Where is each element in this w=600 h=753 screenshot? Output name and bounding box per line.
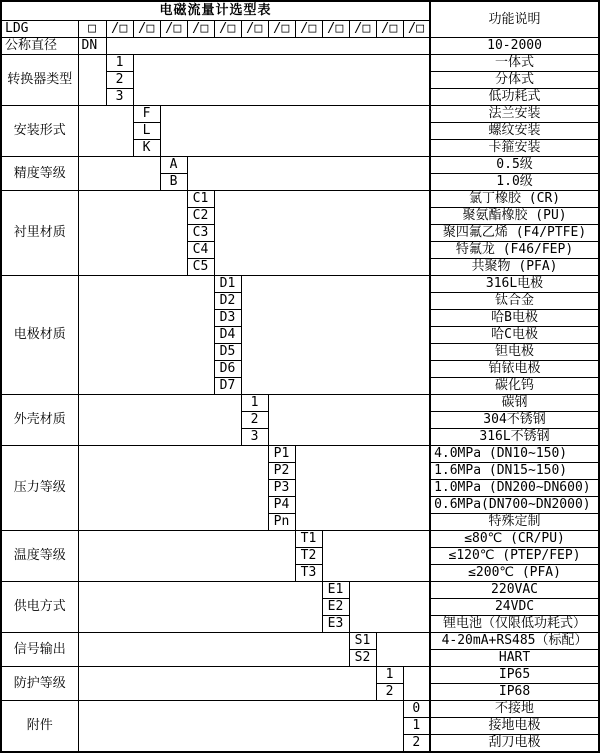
spacer-cell bbox=[268, 395, 430, 446]
option-code-cell: C5 bbox=[187, 259, 214, 276]
code-slot-cell: /□ bbox=[322, 21, 349, 38]
option-desc-cell: 特氟龙 (F46/FEP) bbox=[430, 242, 599, 259]
option-code-cell: K bbox=[133, 140, 160, 157]
category-label-cell: 温度等级 bbox=[1, 531, 78, 582]
option-code-cell: 2 bbox=[241, 412, 268, 429]
option-desc-cell: 316L电极 bbox=[430, 276, 599, 293]
option-code-cell: 1 bbox=[241, 395, 268, 412]
category-label-cell: 压力等级 bbox=[1, 446, 78, 531]
option-desc-cell: ≤80℃ (CR/PU) bbox=[430, 531, 599, 548]
spacer-cell bbox=[106, 38, 430, 55]
option-desc-cell: 316L不锈钢 bbox=[430, 429, 599, 446]
category-label-cell: 信号输出 bbox=[1, 633, 78, 667]
spacer-cell bbox=[78, 395, 241, 446]
option-code-cell: D4 bbox=[214, 327, 241, 344]
option-code-cell: 1 bbox=[376, 667, 403, 684]
option-code-cell: 3 bbox=[106, 89, 133, 106]
option-code-cell: C2 bbox=[187, 208, 214, 225]
option-desc-cell: 碳化钨 bbox=[430, 378, 599, 395]
option-code-cell: D3 bbox=[214, 310, 241, 327]
option-desc-cell: 0.6MPa(DN700~DN2000) bbox=[430, 497, 599, 514]
option-code-cell: B bbox=[160, 174, 187, 191]
spacer-cell bbox=[78, 531, 295, 582]
code-slot-cell: /□ bbox=[403, 21, 430, 38]
spacer-cell bbox=[214, 191, 430, 276]
option-code-cell: Pn bbox=[268, 514, 295, 531]
option-code-cell: P4 bbox=[268, 497, 295, 514]
option-code-cell: P3 bbox=[268, 480, 295, 497]
code-slot-cell: /□ bbox=[187, 21, 214, 38]
category-label-cell: 防护等级 bbox=[1, 667, 78, 701]
option-row bbox=[1, 633, 599, 650]
option-code-cell: A bbox=[160, 157, 187, 174]
option-desc-cell: IP68 bbox=[430, 684, 599, 701]
option-desc-cell: 聚氨酯橡胶 (PU) bbox=[430, 208, 599, 225]
spacer-cell bbox=[78, 106, 133, 157]
option-desc-cell: 共聚物 (PFA) bbox=[430, 259, 599, 276]
option-desc-cell: ≤200℃ (PFA) bbox=[430, 565, 599, 582]
option-desc-cell: 特殊定制 bbox=[430, 514, 599, 531]
spacer-cell bbox=[78, 701, 403, 753]
option-code-cell: 3 bbox=[241, 429, 268, 446]
header-row bbox=[1, 1, 599, 21]
code-slot-cell: /□ bbox=[214, 21, 241, 38]
option-desc-cell: 4.0MPa (DN10~150) bbox=[430, 446, 599, 463]
spacer-cell bbox=[78, 276, 214, 395]
option-desc-cell: 氯丁橡胶 (CR) bbox=[430, 191, 599, 208]
category-label-cell: 供电方式 bbox=[1, 582, 78, 633]
table-title: 电磁流量计选型表 bbox=[1, 1, 430, 21]
option-code-cell: D1 bbox=[214, 276, 241, 293]
option-desc-cell: 1.0MPa (DN200~DN600) bbox=[430, 480, 599, 497]
spacer-cell bbox=[78, 667, 376, 701]
option-code-cell: C4 bbox=[187, 242, 214, 259]
spacer-cell bbox=[78, 55, 106, 106]
code-slot-cell: /□ bbox=[295, 21, 322, 38]
option-code-cell: D2 bbox=[214, 293, 241, 310]
option-desc-cell: HART bbox=[430, 650, 599, 667]
option-code-cell: T1 bbox=[295, 531, 322, 548]
option-row bbox=[1, 701, 599, 718]
category-label-cell: 转换器类型 bbox=[1, 55, 78, 106]
option-row bbox=[1, 38, 599, 55]
spacer-cell bbox=[78, 582, 322, 633]
option-code-cell: C1 bbox=[187, 191, 214, 208]
code-slot-cell: /□ bbox=[241, 21, 268, 38]
option-row bbox=[1, 531, 599, 548]
option-desc-cell: 一体式 bbox=[430, 55, 599, 72]
option-row bbox=[1, 395, 599, 412]
model-prefix-cell: LDG bbox=[1, 21, 78, 38]
option-code-cell: 2 bbox=[106, 72, 133, 89]
option-code-cell: 1 bbox=[106, 55, 133, 72]
option-desc-cell: 钛合金 bbox=[430, 293, 599, 310]
code-slot-cell: /□ bbox=[349, 21, 376, 38]
code-slot-cell: /□ bbox=[160, 21, 187, 38]
spacer-cell bbox=[241, 276, 430, 395]
code-slot-cell: /□ bbox=[106, 21, 133, 38]
spacer-cell bbox=[322, 531, 430, 582]
category-label-cell: 衬里材质 bbox=[1, 191, 78, 276]
spacer-cell bbox=[403, 667, 430, 701]
option-desc-cell: 锂电池（仅限低功耗式） bbox=[430, 616, 599, 633]
option-row bbox=[1, 157, 599, 174]
option-code-cell: S1 bbox=[349, 633, 376, 650]
spacer-cell bbox=[295, 446, 430, 531]
option-desc-cell: 钽电极 bbox=[430, 344, 599, 361]
option-desc-cell: 卡箍安装 bbox=[430, 140, 599, 157]
option-code-cell: P2 bbox=[268, 463, 295, 480]
spacer-cell bbox=[160, 106, 430, 157]
option-desc-cell: IP65 bbox=[430, 667, 599, 684]
option-code-cell: D6 bbox=[214, 361, 241, 378]
option-row bbox=[1, 582, 599, 599]
option-desc-cell: 220VAC bbox=[430, 582, 599, 599]
code-slot-cell: /□ bbox=[268, 21, 295, 38]
option-desc-cell: 接地电极 bbox=[430, 718, 599, 735]
option-code-cell: DN bbox=[78, 38, 106, 55]
option-desc-cell: 聚四氟乙烯 (F4/PTFE) bbox=[430, 225, 599, 242]
spacer-cell bbox=[349, 582, 430, 633]
option-row bbox=[1, 667, 599, 684]
option-desc-cell: 铂铱电极 bbox=[430, 361, 599, 378]
option-row bbox=[1, 191, 599, 208]
option-code-cell: D5 bbox=[214, 344, 241, 361]
category-label-cell: 电极材质 bbox=[1, 276, 78, 395]
option-desc-cell: 0.5级 bbox=[430, 157, 599, 174]
category-label-cell: 附件 bbox=[1, 701, 78, 753]
option-desc-cell: 分体式 bbox=[430, 72, 599, 89]
option-desc-cell: ≤120℃ (PTEP/FEP) bbox=[430, 548, 599, 565]
option-code-cell: 2 bbox=[403, 735, 430, 753]
option-desc-cell: 低功耗式 bbox=[430, 89, 599, 106]
option-code-cell: P1 bbox=[268, 446, 295, 463]
option-code-cell: E3 bbox=[322, 616, 349, 633]
category-label-cell: 安装形式 bbox=[1, 106, 78, 157]
option-row bbox=[1, 446, 599, 463]
option-desc-cell: 4-20mA+RS485（标配） bbox=[430, 633, 599, 650]
option-code-cell: E1 bbox=[322, 582, 349, 599]
option-desc-cell: 1.6MPa (DN15~150) bbox=[430, 463, 599, 480]
option-code-cell: F bbox=[133, 106, 160, 123]
spacer-cell bbox=[78, 446, 268, 531]
option-desc-cell: 哈B电极 bbox=[430, 310, 599, 327]
function-header: 功能说明 bbox=[430, 1, 599, 38]
option-desc-cell: 螺纹安装 bbox=[430, 123, 599, 140]
option-code-cell: T2 bbox=[295, 548, 322, 565]
option-code-cell: D7 bbox=[214, 378, 241, 395]
option-desc-cell: 1.0级 bbox=[430, 174, 599, 191]
spacer-cell bbox=[78, 157, 160, 191]
spacer-cell bbox=[376, 633, 430, 667]
option-code-cell: T3 bbox=[295, 565, 322, 582]
category-label-cell: 公称直径 bbox=[1, 38, 78, 55]
option-code-cell: S2 bbox=[349, 650, 376, 667]
option-row bbox=[1, 106, 599, 123]
option-desc-cell: 304不锈钢 bbox=[430, 412, 599, 429]
option-desc-cell: 24VDC bbox=[430, 599, 599, 616]
option-row bbox=[1, 55, 599, 72]
option-desc-cell: 法兰安装 bbox=[430, 106, 599, 123]
spacer-cell bbox=[187, 157, 430, 191]
option-code-cell: 1 bbox=[403, 718, 430, 735]
category-label-cell: 外壳材质 bbox=[1, 395, 78, 446]
option-desc-cell: 不接地 bbox=[430, 701, 599, 718]
option-code-cell: E2 bbox=[322, 599, 349, 616]
code-slot-cell: □ bbox=[78, 21, 106, 38]
option-code-cell: L bbox=[133, 123, 160, 140]
spacer-cell bbox=[78, 191, 187, 276]
code-slot-cell: /□ bbox=[133, 21, 160, 38]
code-slot-cell: /□ bbox=[376, 21, 403, 38]
option-desc-cell: 哈C电极 bbox=[430, 327, 599, 344]
option-desc-cell: 碳钢 bbox=[430, 395, 599, 412]
category-label-cell: 精度等级 bbox=[1, 157, 78, 191]
option-desc-cell: 刮刀电极 bbox=[430, 735, 599, 753]
option-code-cell: 0 bbox=[403, 701, 430, 718]
option-row bbox=[1, 276, 599, 293]
option-code-cell: C3 bbox=[187, 225, 214, 242]
spacer-cell bbox=[133, 55, 430, 106]
spacer-cell bbox=[78, 633, 349, 667]
option-desc-cell: 10-2000 bbox=[430, 38, 599, 55]
option-code-cell: 2 bbox=[376, 684, 403, 701]
